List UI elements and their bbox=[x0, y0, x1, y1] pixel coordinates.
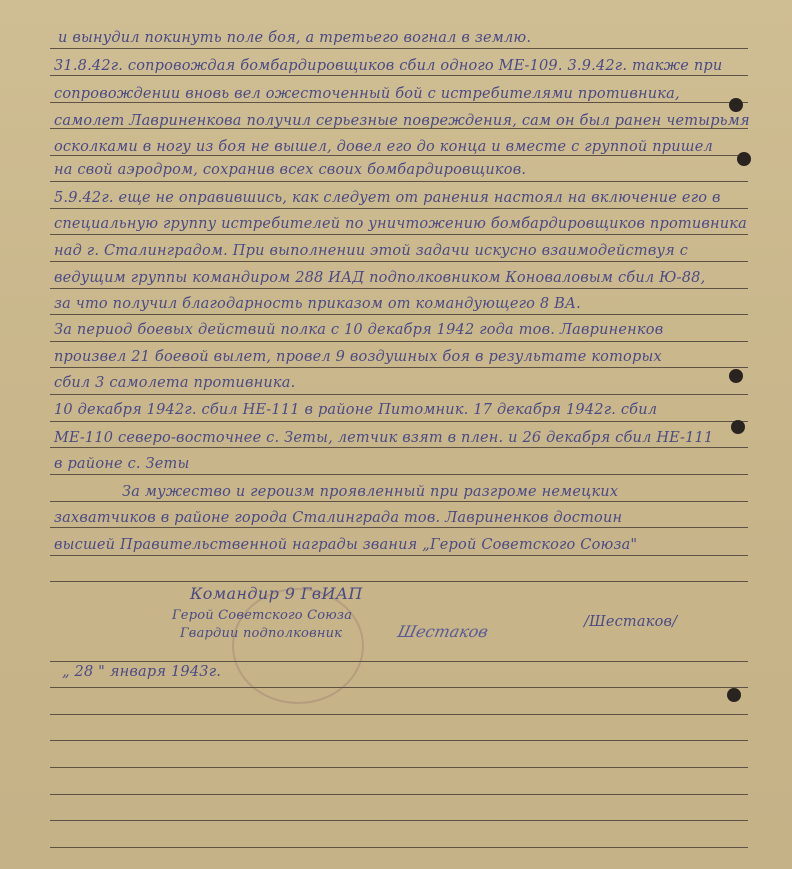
text-line-1: и вынудил покинуть поле боя, а третьего вогнал в землю. bbox=[58, 30, 532, 46]
ruled-line bbox=[50, 314, 748, 315]
punch-hole bbox=[729, 369, 743, 383]
ruled-line bbox=[50, 687, 748, 688]
ruled-line bbox=[50, 155, 748, 156]
ruled-line bbox=[50, 234, 748, 235]
text-line-8: специальную группу истребителей по уничтожению бомбардировщиков противника bbox=[54, 216, 748, 232]
text-line-16: МЕ-110 северо-восточнее с. Зеты, летчик взят в плен. и 26 декабря сбил НЕ-111 bbox=[54, 430, 714, 446]
handwritten-signature: Шестаков bbox=[395, 622, 490, 641]
ruled-line bbox=[50, 474, 748, 475]
text-line-15: 10 декабря 1942г. сбил НЕ-111 в районе Питомник. 17 декабря 1942г. сбил bbox=[54, 402, 658, 418]
punch-hole bbox=[737, 152, 751, 166]
text-line-9: над г. Сталинградом. При выполнении этой задачи искусно взаимодействуя с bbox=[54, 243, 689, 259]
text-line-20: высшей Правительственной награды звания „Герой Советского Союза" bbox=[54, 537, 638, 553]
signature-rank: Гвардии подполковник bbox=[180, 626, 343, 641]
text-line-11: за что получил благодарность приказом от командующего 8 ВА. bbox=[54, 296, 581, 312]
text-line-6: на свой аэродром, сохранив всех своих бомбардировщиков. bbox=[54, 162, 527, 178]
punch-hole bbox=[729, 98, 743, 112]
ruled-line bbox=[50, 794, 748, 795]
punch-hole bbox=[731, 420, 745, 434]
ruled-line bbox=[50, 181, 748, 182]
text-line-4: самолет Лавриненкова получил серьезные повреждения, сам он был ранен четырьмя bbox=[54, 113, 750, 129]
ruled-line bbox=[50, 581, 748, 582]
ruled-line bbox=[50, 394, 748, 395]
ruled-line bbox=[50, 102, 748, 103]
ruled-line bbox=[50, 48, 748, 49]
ruled-line bbox=[50, 261, 748, 262]
ruled-line bbox=[50, 208, 748, 209]
signature-title: Командир 9 ГвИАП bbox=[190, 584, 363, 603]
text-line-14: сбил 3 самолета противника. bbox=[54, 375, 296, 391]
text-line-13: произвел 21 боевой вылет, провел 9 воздушных боя в результате которых bbox=[54, 349, 662, 365]
ruled-line bbox=[50, 447, 748, 448]
signatory-name: /Шестаков/ bbox=[584, 614, 678, 630]
official-stamp bbox=[232, 588, 364, 704]
ruled-line bbox=[50, 820, 748, 821]
ruled-line bbox=[50, 714, 748, 715]
ruled-line bbox=[50, 555, 748, 556]
ruled-line bbox=[50, 847, 748, 848]
ruled-line bbox=[50, 527, 748, 528]
ruled-line bbox=[50, 75, 748, 76]
text-line-12: За период боевых действий полка с 10 декабря 1942 года тов. Лавриненков bbox=[54, 322, 664, 338]
text-line-17: в районе с. Зеты bbox=[54, 456, 190, 472]
signature-rank-hero: Герой Советского Союза bbox=[172, 608, 353, 623]
punch-hole bbox=[727, 688, 741, 702]
text-line-19: захватчиков в районе города Сталинграда тов. Лавриненков достоин bbox=[54, 510, 623, 526]
ruled-line bbox=[50, 367, 748, 368]
text-line-18: За мужество и героизм проявленный при разгроме немецких bbox=[122, 484, 619, 500]
document-date: „ 28 " января 1943г. bbox=[62, 664, 222, 680]
ruled-line bbox=[50, 421, 748, 422]
text-line-10: ведущим группы командиром 288 ИАД подполковником Коноваловым сбил Ю-88, bbox=[54, 270, 706, 286]
ruled-line bbox=[50, 288, 748, 289]
text-line-7: 5.9.42г. еще не оправившись, как следует от ранения настоял на включение его в bbox=[54, 190, 721, 206]
ruled-line bbox=[50, 740, 748, 741]
ruled-line bbox=[50, 341, 748, 342]
ruled-line bbox=[50, 767, 748, 768]
text-line-5: осколками в ногу из боя не вышел, довел его до конца и вместе с группой пришел bbox=[54, 139, 713, 155]
ruled-line bbox=[50, 501, 748, 502]
ruled-line bbox=[50, 661, 748, 662]
text-line-3: сопровождении вновь вел ожесточенный бой с истребителями противника, bbox=[54, 86, 680, 102]
text-line-2: 31.8.42г. сопровождая бомбардировщиков сбил одного МЕ-109. 3.9.42г. также при bbox=[54, 58, 723, 74]
